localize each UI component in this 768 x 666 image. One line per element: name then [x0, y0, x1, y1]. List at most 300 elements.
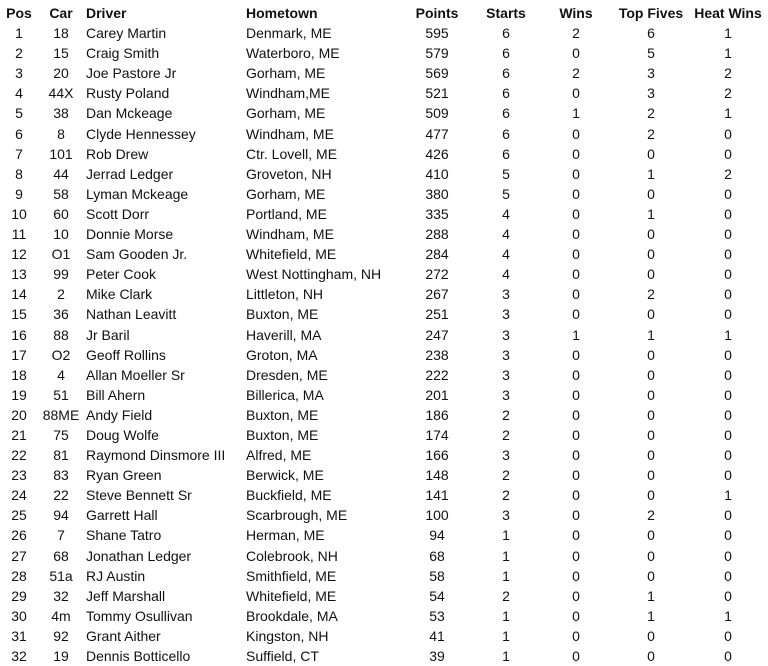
cell-driver: Jeff Marshall — [86, 587, 166, 604]
cell-points: 426 — [425, 145, 449, 162]
cell-wins: 0 — [572, 185, 580, 202]
cell-hometown: Ctr. Lovell, ME — [246, 145, 338, 162]
column-header-car: Car — [49, 5, 73, 21]
cell-car: 2 — [57, 286, 65, 303]
cell-heat-wins: 0 — [724, 185, 732, 202]
cell-heat-wins: 2 — [724, 65, 732, 82]
cell-starts: 3 — [502, 326, 510, 343]
cell-hometown: Portland, ME — [246, 205, 327, 222]
table-row — [0, 224, 768, 244]
cell-pos: 19 — [11, 386, 27, 403]
cell-points: 267 — [425, 286, 449, 303]
cell-car: 32 — [53, 587, 69, 604]
cell-driver: Peter Cook — [86, 266, 157, 283]
cell-top-fives: 0 — [647, 306, 655, 323]
cell-heat-wins: 0 — [724, 627, 732, 644]
cell-hometown: Buxton, ME — [246, 306, 319, 323]
cell-hometown: Haverill, MA — [246, 326, 322, 343]
cell-wins: 0 — [572, 487, 580, 504]
cell-car: 51a — [49, 567, 73, 584]
cell-heat-wins: 0 — [724, 226, 732, 243]
table-row — [0, 646, 768, 666]
cell-driver: Dan Mckeage — [86, 105, 173, 122]
cell-car: 44 — [53, 165, 69, 182]
column-header-points: Points — [415, 5, 459, 21]
cell-pos: 22 — [11, 447, 27, 464]
cell-wins: 0 — [572, 286, 580, 303]
cell-starts: 6 — [502, 125, 510, 142]
cell-top-fives: 2 — [647, 125, 655, 142]
cell-top-fives: 5 — [647, 45, 655, 62]
cell-car: 44X — [48, 85, 74, 102]
cell-starts: 1 — [502, 607, 510, 624]
cell-car: 38 — [53, 105, 69, 122]
column-header-driver: Driver — [86, 5, 127, 21]
cell-driver: Raymond Dinsmore III — [86, 447, 226, 464]
cell-car: 68 — [53, 547, 69, 564]
cell-starts: 1 — [502, 527, 510, 544]
table-row — [0, 244, 768, 264]
cell-pos: 28 — [11, 567, 27, 584]
cell-wins: 0 — [572, 447, 580, 464]
cell-car: 36 — [53, 306, 69, 323]
cell-driver: Bill Ahern — [86, 386, 146, 403]
cell-hometown: Scarbrough, ME — [246, 507, 348, 524]
cell-pos: 16 — [11, 326, 27, 343]
cell-heat-wins: 0 — [724, 346, 732, 363]
cell-wins: 0 — [572, 306, 580, 323]
cell-top-fives: 1 — [647, 165, 655, 182]
cell-starts: 3 — [502, 447, 510, 464]
cell-pos: 18 — [11, 366, 27, 383]
cell-pos: 3 — [15, 65, 23, 82]
cell-starts: 2 — [502, 587, 510, 604]
cell-top-fives: 0 — [647, 145, 655, 162]
cell-wins: 0 — [572, 205, 580, 222]
cell-hometown: Waterboro, ME — [246, 45, 340, 62]
table-row — [0, 586, 768, 606]
cell-starts: 1 — [502, 547, 510, 564]
cell-wins: 0 — [572, 587, 580, 604]
cell-starts: 4 — [502, 226, 510, 243]
column-header-starts: Starts — [486, 5, 526, 21]
cell-starts: 1 — [502, 627, 510, 644]
table-row — [0, 124, 768, 144]
cell-pos: 26 — [11, 527, 27, 544]
cell-driver: Garrett Hall — [86, 507, 158, 524]
cell-pos: 30 — [11, 607, 27, 624]
cell-driver: Jerrad Ledger — [86, 165, 174, 182]
cell-driver: Nathan Leavitt — [86, 306, 177, 323]
table-row — [0, 325, 768, 345]
cell-hometown: Berwick, ME — [246, 467, 324, 484]
cell-heat-wins: 1 — [724, 45, 732, 62]
cell-pos: 4 — [15, 85, 23, 102]
cell-driver: Jr Baril — [86, 326, 130, 343]
cell-hometown: Buckfield, ME — [246, 487, 332, 504]
cell-wins: 0 — [572, 527, 580, 544]
table-row — [0, 525, 768, 545]
cell-hometown: Windham,ME — [246, 85, 331, 102]
cell-starts: 6 — [502, 145, 510, 162]
cell-pos: 21 — [11, 426, 27, 443]
cell-top-fives: 6 — [647, 25, 655, 42]
cell-hometown: Alfred, ME — [246, 447, 312, 464]
cell-heat-wins: 0 — [724, 266, 732, 283]
cell-hometown: West Nottingham, NH — [246, 266, 382, 283]
cell-heat-wins: 0 — [724, 567, 732, 584]
standings-table-body — [0, 23, 768, 666]
cell-heat-wins: 2 — [724, 165, 732, 182]
cell-points: 166 — [425, 447, 449, 464]
cell-starts: 6 — [502, 25, 510, 42]
cell-pos: 32 — [11, 648, 27, 664]
cell-heat-wins: 0 — [724, 246, 732, 263]
cell-points: 521 — [425, 85, 449, 102]
cell-car: 51 — [53, 386, 69, 403]
cell-heat-wins: 0 — [724, 205, 732, 222]
cell-heat-wins: 0 — [724, 587, 732, 604]
cell-heat-wins: 1 — [724, 105, 732, 122]
cell-starts: 5 — [502, 165, 510, 182]
cell-heat-wins: 1 — [724, 25, 732, 42]
cell-wins: 0 — [572, 547, 580, 564]
cell-heat-wins: 1 — [724, 607, 732, 624]
cell-pos: 23 — [11, 467, 27, 484]
cell-starts: 4 — [502, 246, 510, 263]
cell-points: 335 — [425, 205, 449, 222]
cell-pos: 12 — [11, 246, 27, 263]
cell-car: 75 — [53, 426, 69, 443]
cell-wins: 0 — [572, 226, 580, 243]
cell-pos: 14 — [11, 286, 27, 303]
cell-top-fives: 0 — [647, 648, 655, 664]
cell-starts: 3 — [502, 366, 510, 383]
cell-wins: 0 — [572, 507, 580, 524]
cell-driver: RJ Austin — [86, 567, 146, 584]
table-row — [0, 445, 768, 465]
cell-top-fives: 0 — [647, 386, 655, 403]
cell-starts: 5 — [502, 185, 510, 202]
cell-top-fives: 2 — [647, 286, 655, 303]
cell-hometown: Gorham, ME — [246, 105, 326, 122]
cell-hometown: Littleton, NH — [246, 286, 324, 303]
cell-car: 19 — [53, 648, 69, 664]
table-row — [0, 43, 768, 63]
table-row — [0, 546, 768, 566]
cell-car: 8 — [57, 125, 65, 142]
cell-wins: 0 — [572, 406, 580, 423]
cell-heat-wins: 0 — [724, 507, 732, 524]
cell-hometown: Herman, ME — [246, 527, 325, 544]
cell-car: 81 — [53, 447, 69, 464]
cell-pos: 24 — [11, 487, 27, 504]
cell-hometown: Windham, ME — [246, 125, 334, 142]
cell-top-fives: 2 — [647, 507, 655, 524]
cell-driver: Geoff Rollins — [86, 346, 166, 363]
cell-top-fives: 1 — [647, 205, 655, 222]
table-row — [0, 63, 768, 83]
cell-pos: 27 — [11, 547, 27, 564]
cell-starts: 3 — [502, 346, 510, 363]
cell-heat-wins: 0 — [724, 426, 732, 443]
table-row — [0, 405, 768, 425]
cell-pos: 29 — [11, 587, 27, 604]
cell-wins: 0 — [572, 266, 580, 283]
table-row — [0, 304, 768, 324]
cell-driver: Shane Tatro — [86, 527, 162, 544]
cell-driver: Tommy Osullivan — [86, 607, 193, 624]
cell-top-fives: 0 — [647, 567, 655, 584]
cell-top-fives: 0 — [647, 627, 655, 644]
cell-points: 148 — [425, 467, 449, 484]
cell-points: 595 — [425, 25, 449, 42]
cell-pos: 15 — [11, 306, 27, 323]
cell-car: 92 — [53, 627, 69, 644]
cell-pos: 5 — [15, 105, 23, 122]
cell-pos: 1 — [15, 25, 23, 42]
cell-car: O2 — [51, 346, 71, 363]
cell-top-fives: 0 — [647, 426, 655, 443]
cell-points: 68 — [429, 547, 445, 564]
cell-wins: 0 — [572, 246, 580, 263]
column-header-hometown: Hometown — [246, 5, 318, 21]
cell-top-fives: 2 — [647, 105, 655, 122]
cell-top-fives: 0 — [647, 467, 655, 484]
cell-starts: 3 — [502, 386, 510, 403]
cell-pos: 8 — [15, 165, 23, 182]
cell-top-fives: 1 — [647, 587, 655, 604]
cell-wins: 2 — [572, 25, 580, 42]
cell-points: 201 — [425, 386, 449, 403]
cell-driver: Rob Drew — [86, 145, 149, 162]
cell-wins: 0 — [572, 426, 580, 443]
cell-points: 94 — [429, 527, 445, 544]
cell-driver: Grant Aither — [86, 627, 161, 644]
table-row — [0, 505, 768, 525]
table-row — [0, 204, 768, 224]
cell-car: 94 — [53, 507, 69, 524]
cell-top-fives: 0 — [647, 226, 655, 243]
cell-points: 251 — [425, 306, 449, 323]
cell-hometown: Smithfield, ME — [246, 567, 337, 584]
cell-pos: 17 — [11, 346, 27, 363]
cell-top-fives: 1 — [647, 326, 655, 343]
table-row — [0, 144, 768, 164]
cell-hometown: Windham, ME — [246, 226, 334, 243]
cell-driver: Dennis Botticello — [86, 648, 191, 664]
cell-top-fives: 0 — [647, 447, 655, 464]
cell-top-fives: 0 — [647, 346, 655, 363]
cell-wins: 0 — [572, 627, 580, 644]
cell-starts: 1 — [502, 567, 510, 584]
cell-pos: 11 — [11, 226, 27, 243]
cell-top-fives: 3 — [647, 85, 655, 102]
table-row — [0, 264, 768, 284]
cell-wins: 0 — [572, 386, 580, 403]
cell-car: 60 — [53, 205, 69, 222]
cell-heat-wins: 0 — [724, 145, 732, 162]
cell-points: 579 — [425, 45, 449, 62]
cell-top-fives: 0 — [647, 487, 655, 504]
cell-driver: Allan Moeller Sr — [86, 366, 185, 383]
cell-driver: Scott Dorr — [86, 205, 150, 222]
cell-driver: Mike Clark — [86, 286, 153, 303]
cell-driver: Carey Martin — [86, 25, 167, 42]
cell-car: 18 — [53, 25, 69, 42]
cell-wins: 0 — [572, 165, 580, 182]
cell-car: 22 — [53, 487, 69, 504]
cell-starts: 3 — [502, 286, 510, 303]
cell-starts: 6 — [502, 65, 510, 82]
cell-hometown: Whitefield, ME — [246, 246, 337, 263]
cell-heat-wins: 0 — [724, 406, 732, 423]
cell-pos: 25 — [11, 507, 27, 524]
cell-wins: 0 — [572, 467, 580, 484]
cell-heat-wins: 0 — [724, 386, 732, 403]
cell-wins: 0 — [572, 346, 580, 363]
cell-wins: 0 — [572, 145, 580, 162]
cell-points: 477 — [425, 125, 449, 142]
cell-hometown: Kingston, NH — [246, 627, 329, 644]
cell-top-fives: 0 — [647, 527, 655, 544]
cell-pos: 7 — [15, 145, 23, 162]
cell-wins: 0 — [572, 607, 580, 624]
cell-car: 4 — [57, 366, 65, 383]
cell-driver: Craig Smith — [86, 45, 160, 62]
cell-hometown: Billerica, MA — [246, 386, 324, 403]
cell-starts: 3 — [502, 306, 510, 323]
cell-points: 222 — [425, 366, 449, 383]
cell-wins: 1 — [572, 326, 580, 343]
cell-car: 83 — [53, 467, 69, 484]
cell-heat-wins: 0 — [724, 547, 732, 564]
cell-pos: 31 — [11, 627, 27, 644]
cell-points: 100 — [425, 507, 449, 524]
table-row — [0, 425, 768, 445]
cell-pos: 6 — [15, 125, 23, 142]
cell-car: 15 — [53, 45, 69, 62]
cell-car: 20 — [53, 65, 69, 82]
cell-starts: 2 — [502, 487, 510, 504]
cell-hometown: Groveton, NH — [246, 165, 332, 182]
column-header-top-fives: Top Fives — [618, 5, 684, 21]
cell-wins: 0 — [572, 85, 580, 102]
cell-hometown: Brookdale, MA — [246, 607, 338, 624]
cell-points: 284 — [425, 246, 449, 263]
table-row — [0, 103, 768, 123]
cell-starts: 4 — [502, 266, 510, 283]
cell-pos: 20 — [11, 406, 27, 423]
cell-points: 186 — [425, 406, 449, 423]
cell-top-fives: 0 — [647, 406, 655, 423]
cell-driver: Clyde Hennessey — [86, 125, 196, 142]
cell-heat-wins: 1 — [724, 487, 732, 504]
column-header-wins: Wins — [559, 5, 593, 21]
cell-pos: 13 — [11, 266, 27, 283]
cell-top-fives: 0 — [647, 266, 655, 283]
cell-heat-wins: 0 — [724, 286, 732, 303]
cell-top-fives: 0 — [647, 547, 655, 564]
cell-points: 58 — [429, 567, 445, 584]
cell-driver: Jonathan Ledger — [86, 547, 192, 564]
cell-top-fives: 3 — [647, 65, 655, 82]
cell-points: 569 — [425, 65, 449, 82]
cell-car: O1 — [51, 246, 71, 263]
cell-top-fives: 0 — [647, 185, 655, 202]
cell-top-fives: 0 — [647, 366, 655, 383]
table-row — [0, 23, 768, 43]
cell-points: 247 — [425, 326, 449, 343]
table-row — [0, 385, 768, 405]
cell-car: 4m — [51, 607, 71, 624]
cell-driver: Rusty Poland — [86, 85, 170, 102]
table-row — [0, 83, 768, 103]
cell-starts: 2 — [502, 467, 510, 484]
cell-starts: 4 — [502, 205, 510, 222]
cell-heat-wins: 0 — [724, 648, 732, 664]
cell-starts: 6 — [502, 85, 510, 102]
table-row — [0, 566, 768, 586]
cell-driver: Sam Gooden Jr. — [86, 246, 188, 263]
cell-hometown: Gorham, ME — [246, 65, 326, 82]
cell-hometown: Groton, MA — [246, 346, 318, 363]
cell-heat-wins: 0 — [724, 306, 732, 323]
cell-hometown: Gorham, ME — [246, 185, 326, 202]
cell-hometown: Suffield, CT — [246, 648, 319, 664]
table-row — [0, 345, 768, 365]
table-row — [0, 284, 768, 304]
cell-starts: 6 — [502, 45, 510, 62]
table-row — [0, 184, 768, 204]
cell-hometown: Dresden, ME — [246, 366, 328, 383]
cell-driver: Doug Wolfe — [86, 426, 159, 443]
cell-car: 58 — [53, 185, 69, 202]
column-header-pos: Pos — [6, 5, 32, 21]
cell-points: 174 — [425, 426, 449, 443]
cell-top-fives: 1 — [647, 607, 655, 624]
cell-driver: Andy Field — [86, 406, 153, 423]
cell-hometown: Buxton, ME — [246, 406, 319, 423]
cell-hometown: Colebrook, NH — [246, 547, 338, 564]
cell-heat-wins: 1 — [724, 326, 732, 343]
table-row — [0, 365, 768, 385]
cell-heat-wins: 2 — [724, 85, 732, 102]
cell-points: 41 — [429, 627, 445, 644]
cell-wins: 0 — [572, 567, 580, 584]
cell-heat-wins: 0 — [724, 447, 732, 464]
cell-car: 88ME — [42, 406, 80, 423]
cell-points: 54 — [429, 587, 445, 604]
cell-wins: 0 — [572, 366, 580, 383]
cell-heat-wins: 0 — [724, 125, 732, 142]
table-row — [0, 465, 768, 485]
cell-starts: 3 — [502, 507, 510, 524]
table-row — [0, 485, 768, 505]
cell-driver: Ryan Green — [86, 467, 162, 484]
cell-starts: 2 — [502, 406, 510, 423]
cell-heat-wins: 0 — [724, 527, 732, 544]
cell-hometown: Whitefield, ME — [246, 587, 337, 604]
cell-starts: 6 — [502, 105, 510, 122]
cell-top-fives: 0 — [647, 246, 655, 263]
cell-points: 380 — [425, 185, 449, 202]
cell-pos: 9 — [15, 185, 23, 202]
cell-wins: 0 — [572, 125, 580, 142]
cell-pos: 10 — [11, 205, 27, 222]
cell-wins: 0 — [572, 45, 580, 62]
cell-car: 10 — [53, 226, 69, 243]
